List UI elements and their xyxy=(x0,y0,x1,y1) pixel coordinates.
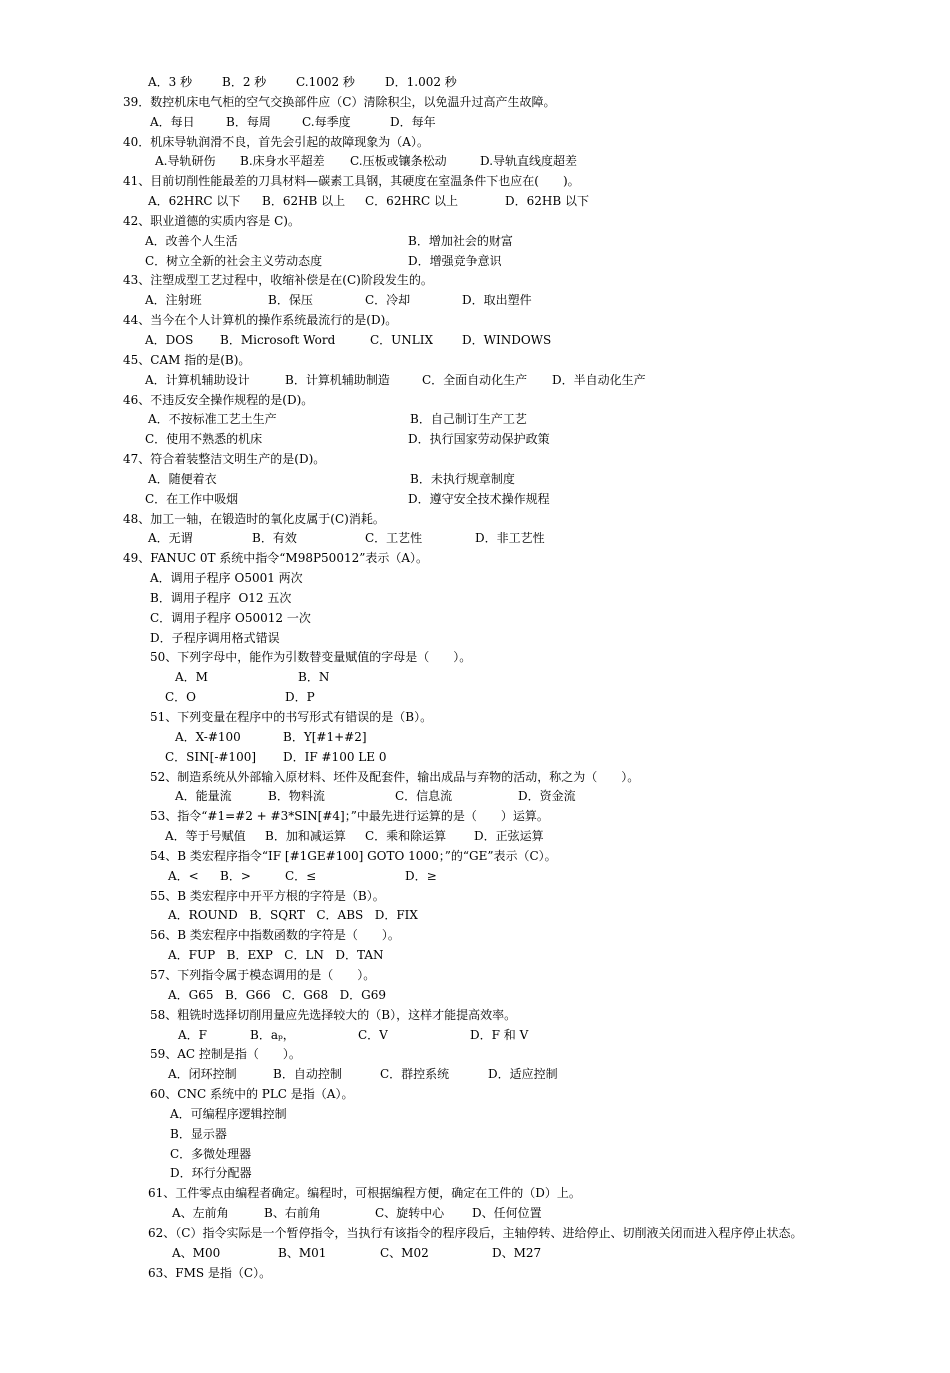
text-line xyxy=(0,271,950,291)
answer-option: D．62HB 以下 xyxy=(505,194,589,209)
text-line xyxy=(0,133,950,153)
question-text: 58、粗铣时选择切削用量应先选择较大的（B），这样才能提高效率。 xyxy=(150,1007,517,1022)
answer-option: D．≥ xyxy=(405,868,437,883)
text-line xyxy=(0,847,950,867)
text-line xyxy=(0,510,950,530)
answer-option: C．冷却 xyxy=(365,293,411,308)
answer-option: C．树立全新的社会主义劳动态度 xyxy=(145,253,323,268)
answer-option: C、旋转中心 xyxy=(375,1206,445,1221)
answer-option: A．每日 xyxy=(150,114,195,129)
answer-option: D．F 和 V xyxy=(470,1027,529,1042)
text-line xyxy=(0,827,950,847)
answer-option: C、M02 xyxy=(380,1245,429,1260)
question-text: 53、指令“#1=#2 + #3*SIN[#4]；”中最先进行运算的是（ ）运算。 xyxy=(150,809,549,824)
question-text: 59、AC 控制是指（ ）。 xyxy=(150,1047,301,1062)
answer-option: B．增加社会的财富 xyxy=(408,233,513,248)
text-line xyxy=(0,1145,950,1165)
text-line xyxy=(0,1026,950,1046)
answer-option: A．3 秒 xyxy=(148,75,193,89)
answer-option: D．半自动化生产 xyxy=(552,372,646,387)
question-text: 47、符合着装整洁文明生产的是(D)。 xyxy=(123,452,326,467)
text-line xyxy=(0,1264,950,1284)
answer-option: B．自动控制 xyxy=(273,1067,342,1082)
question-text: A．ROUND B．SQRT C．ABS D．FIX xyxy=(168,908,418,923)
question-text: 51、下列变量在程序中的书写形式有错误的是（B）。 xyxy=(150,710,433,724)
text-line xyxy=(0,1224,950,1244)
question-text: 49、FANUC 0T 系统中指令“M98P50012”表示（A）。 xyxy=(123,551,429,566)
answer-option: C.压板或镶条松动 xyxy=(350,154,447,169)
question-text: C．调用子程序 O50012 一次 xyxy=(150,610,311,625)
answer-option: C．群控系统 xyxy=(380,1067,450,1082)
answer-option: B．自己制订生产工艺 xyxy=(410,412,527,427)
text-line xyxy=(0,529,950,549)
question-text: 52、制造系统从外部输入原材料、坯件及配套件，输出成品与弃物的活动，称之为（ ）。 xyxy=(150,769,640,784)
text-line xyxy=(0,648,950,668)
text-line xyxy=(0,787,950,807)
question-text: D．环行分配器 xyxy=(170,1166,252,1181)
text-line xyxy=(0,1105,950,1125)
question-text: 43、注塑成型工艺过程中，收缩补偿是在(C)阶段发生的。 xyxy=(123,273,433,288)
question-text: A．可编程序逻辑控制 xyxy=(170,1106,287,1121)
answer-option: C．全面自动化生产 xyxy=(422,372,528,387)
text-line xyxy=(0,1085,950,1105)
question-text: C．多微处理器 xyxy=(170,1146,252,1161)
answer-option: B．计算机辅助制造 xyxy=(285,372,390,387)
text-line xyxy=(0,966,950,986)
answer-option: A．不按标准工艺土生产 xyxy=(148,412,277,427)
text-line xyxy=(0,450,950,470)
question-text: A．G65 B．G66 C．G68 D．G69 xyxy=(168,987,387,1002)
answer-option: A．计算机辅助设计 xyxy=(145,372,250,387)
answer-option: D．P xyxy=(285,690,315,705)
text-line xyxy=(0,410,950,430)
answer-option: C.每季度 xyxy=(302,114,351,129)
question-text: 54、B 类宏程序指令“IF [#1GE#100] GOTO 1000；”的“GE”表示（C）。 xyxy=(150,848,557,863)
text-line xyxy=(0,1184,950,1204)
answer-option: B．62HB 以上 xyxy=(262,194,346,209)
answer-option: D．增强竞争意识 xyxy=(408,253,502,268)
text-line xyxy=(0,152,950,172)
text-line xyxy=(0,1164,950,1184)
answer-option: C．≤ xyxy=(285,868,317,883)
answer-option: C.1002 秒 xyxy=(296,75,355,89)
answer-option: C．使用不熟悉的机床 xyxy=(145,432,263,447)
text-line xyxy=(0,252,950,272)
answer-option: D．取出塑件 xyxy=(462,293,532,308)
answer-option: B．物料流 xyxy=(268,789,325,804)
answer-option: A．闭环控制 xyxy=(168,1067,237,1082)
question-text: 46、不违反安全操作规程的是(D)。 xyxy=(123,392,314,407)
question-text: 61、工件零点由编程者确定。编程时，可根据编程方便，确定在工件的（D）上。 xyxy=(148,1186,581,1201)
text-line xyxy=(0,946,950,966)
answer-option: B、右前角 xyxy=(264,1206,321,1221)
answer-option: B．2 秒 xyxy=(222,75,267,89)
text-line xyxy=(0,351,950,371)
question-text: 42、职业道德的实质内容是 C)。 xyxy=(123,213,300,228)
answer-option: C．SIN[-#100] xyxy=(165,749,257,764)
text-line xyxy=(0,867,950,887)
answer-option: B．N xyxy=(298,670,330,685)
answer-option: C．O xyxy=(165,690,197,705)
question-text: 60、CNC 系统中的 PLC 是指（A）。 xyxy=(150,1087,354,1102)
answer-option: A、M00 xyxy=(172,1245,221,1260)
question-text: 40．机床导轨润滑不良，首先会引起的故障现象为（A）。 xyxy=(123,134,429,149)
text-line xyxy=(0,311,950,331)
text-line xyxy=(0,331,950,351)
answer-option: D．1.002 秒 xyxy=(385,75,457,89)
text-line xyxy=(0,1065,950,1085)
question-text: 39．数控机床电气柜的空气交换部件应（C）清除积尘，以免温升过高产生故障。 xyxy=(123,94,556,109)
answer-option: A．M xyxy=(175,670,208,685)
text-line xyxy=(0,490,950,510)
document-page xyxy=(0,73,950,1283)
answer-option: B．Microsoft Word xyxy=(220,332,336,347)
text-line xyxy=(0,430,950,450)
text-line xyxy=(0,1125,950,1145)
answer-option: D．遵守安全技术操作规程 xyxy=(408,491,550,506)
text-line xyxy=(0,986,950,1006)
text-line xyxy=(0,1204,950,1224)
question-text: D．子程序调用格式错误 xyxy=(150,630,280,645)
text-line xyxy=(0,113,950,133)
question-text: A．FUP B．EXP C．LN D．TAN xyxy=(168,948,384,963)
answer-option: D．WINDOWS xyxy=(462,332,552,347)
text-line xyxy=(0,609,950,629)
answer-option: A．无谓 xyxy=(148,531,193,546)
answer-option: D．非工艺性 xyxy=(475,531,545,546)
answer-option: A．F xyxy=(178,1027,207,1042)
question-text: 63、FMS 是指（C）。 xyxy=(148,1265,272,1280)
text-line xyxy=(0,73,950,93)
answer-option: A．< xyxy=(168,868,199,883)
answer-option: C．UNLIX xyxy=(370,332,434,347)
answer-option: C．V xyxy=(358,1027,388,1042)
text-line xyxy=(0,748,950,768)
answer-option: A．等于号赋值 xyxy=(165,829,246,844)
answer-option: B.床身水平超差 xyxy=(240,154,325,169)
text-line xyxy=(0,1045,950,1065)
question-text: 55、B 类宏程序中开平方根的字符是（B）。 xyxy=(150,888,385,903)
answer-option: B、M01 xyxy=(278,1245,327,1260)
question-text: 44、当今在个人计算机的操作系统最流行的是(D)。 xyxy=(123,313,398,328)
question-text: 57、下列指令属于模态调用的是（ ）。 xyxy=(150,967,376,982)
text-line xyxy=(0,728,950,748)
text-line xyxy=(0,807,950,827)
answer-option: D．资金流 xyxy=(518,789,576,804)
answer-option: C．工艺性 xyxy=(365,531,423,546)
answer-option: A．62HRC 以下 xyxy=(148,194,241,209)
answer-option: D．正弦运算 xyxy=(474,829,544,844)
question-text: 62、（C）指令实际是一个暂停指令，当执行有该指令的程序段后，主轴停转、进给停止、切削液关闭而进入程序停止状态。 xyxy=(148,1225,803,1240)
text-line xyxy=(0,629,950,649)
question-text: 48、加工一轴，在锻造时的氧化皮属于(C)消耗。 xyxy=(123,511,385,526)
question-text: 50、下列字母中，能作为引数替变量赋值的字母是（ ）。 xyxy=(150,650,472,665)
answer-option: D.导轨直线度超差 xyxy=(480,154,578,169)
answer-option: C．乘和除运算 xyxy=(365,829,447,844)
answer-option: A．注射班 xyxy=(145,293,202,308)
answer-option: B．有效 xyxy=(252,531,297,546)
text-line xyxy=(0,589,950,609)
answer-option: C．在工作中吸烟 xyxy=(145,491,239,506)
text-line xyxy=(0,569,950,589)
question-text: 45、CAM 指的是(B)。 xyxy=(123,352,251,367)
answer-option: D．IF #100 LE 0 xyxy=(283,749,387,764)
answer-option: D、任何位置 xyxy=(472,1206,542,1221)
answer-option: B．aₚ， xyxy=(250,1027,295,1042)
text-line xyxy=(0,232,950,252)
text-line xyxy=(0,391,950,411)
answer-option: B．保压 xyxy=(268,293,313,308)
answer-option: B．加和减运算 xyxy=(265,829,346,844)
answer-option: C．信息流 xyxy=(395,789,453,804)
text-line xyxy=(0,291,950,311)
text-line xyxy=(0,688,950,708)
question-text: 56、B 类宏程序中指数函数的字符是（ ）。 xyxy=(150,928,400,943)
question-text: 41、目前切削性能最差的刀具材料—碳素工具钢，其硬度在室温条件下也应在( )。 xyxy=(123,174,580,189)
answer-option: A．改善个人生活 xyxy=(145,233,238,248)
answer-option: C．62HRC 以上 xyxy=(365,194,458,209)
text-line xyxy=(0,887,950,907)
answer-option: B．未执行规章制度 xyxy=(410,471,515,486)
text-line xyxy=(0,371,950,391)
text-line xyxy=(0,192,950,212)
answer-option: A．随便着衣 xyxy=(148,471,217,486)
question-text: B．调用子程序 O12 五次 xyxy=(150,590,292,605)
answer-option: D、M27 xyxy=(492,1245,542,1260)
text-line xyxy=(0,1006,950,1026)
question-text: A．调用子程序 O5001 两次 xyxy=(150,571,303,586)
text-line xyxy=(0,93,950,113)
answer-option: D．执行国家劳动保护政策 xyxy=(408,432,550,447)
text-line xyxy=(0,549,950,569)
text-line xyxy=(0,768,950,788)
text-line xyxy=(0,212,950,232)
answer-option: D．适应控制 xyxy=(488,1067,558,1082)
answer-option: B．Y[#1+#2] xyxy=(283,729,367,744)
answer-option: A．X-#100 xyxy=(175,729,241,744)
answer-option: A.导轨研伤 xyxy=(155,154,216,169)
answer-option: D．每年 xyxy=(390,114,436,129)
answer-option: B．每周 xyxy=(226,114,271,129)
text-line xyxy=(0,172,950,192)
text-line xyxy=(0,906,950,926)
answer-option: B．> xyxy=(220,868,251,883)
answer-option: A、左前角 xyxy=(172,1206,229,1221)
text-line xyxy=(0,470,950,490)
answer-option: A．能量流 xyxy=(175,789,232,804)
answer-option: A．DOS xyxy=(145,332,194,347)
text-line xyxy=(0,708,950,728)
text-line xyxy=(0,668,950,688)
text-line xyxy=(0,1244,950,1264)
text-line xyxy=(0,926,950,946)
question-text: B．显示器 xyxy=(170,1126,227,1141)
